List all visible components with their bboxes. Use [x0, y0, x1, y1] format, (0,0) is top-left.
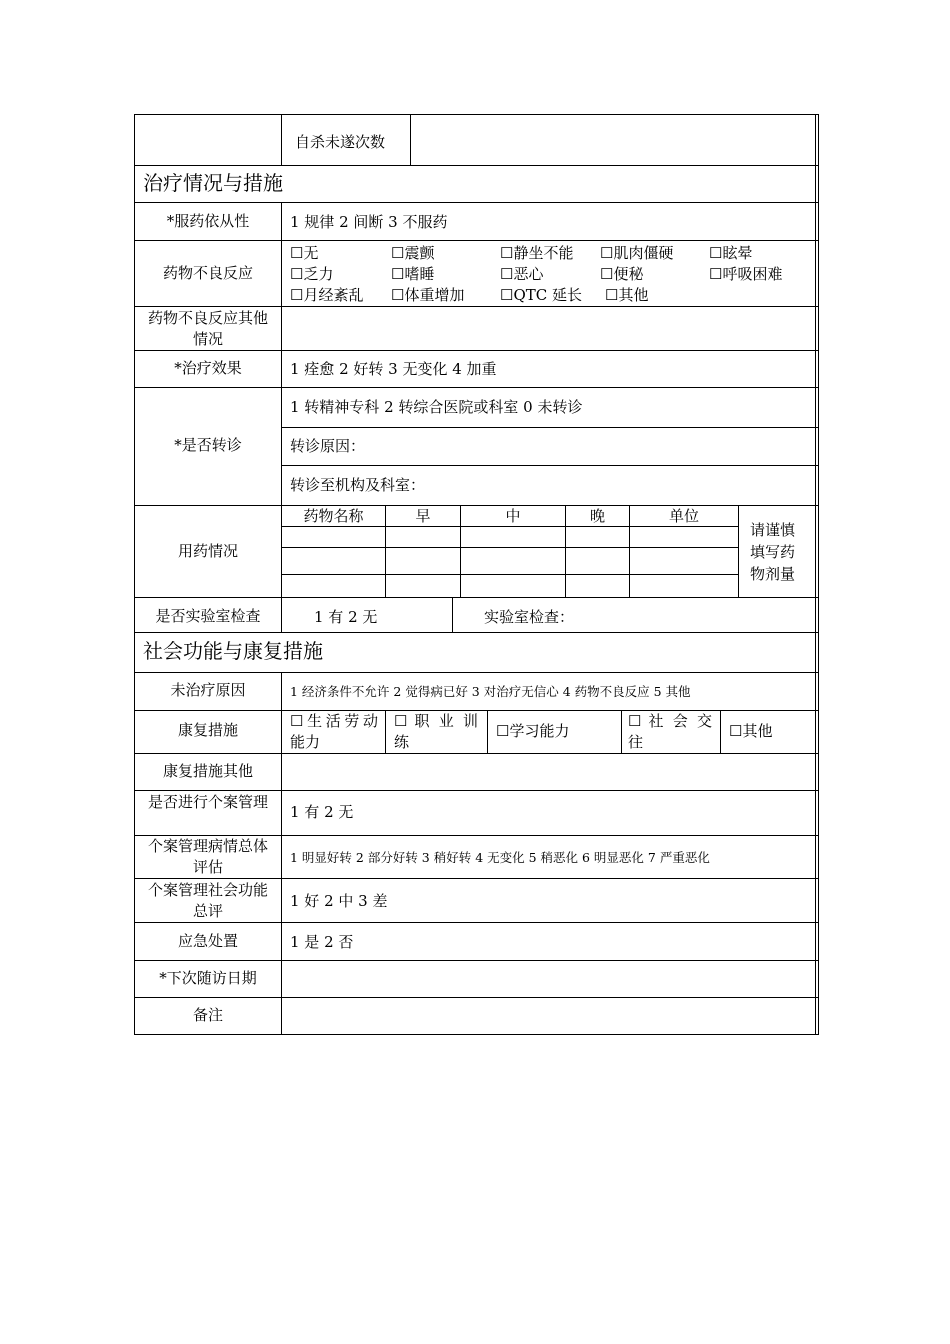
medication-note: 请谨慎填写药物剂量	[750, 521, 796, 583]
referral-options[interactable]: 1 转精神专科 2 转综合医院或科室 0 未转诊	[290, 398, 583, 416]
attempts-label: 自杀未遂次数	[295, 133, 386, 151]
case-social-label: 个案管理社会功能总评	[147, 881, 268, 920]
adr-checkbox-none[interactable]: ☐无	[290, 244, 319, 262]
adr-checkbox-qtc[interactable]: ☐QTC 延长	[500, 286, 582, 304]
rehab-social-line1: ☐ 社 会 交	[628, 712, 712, 730]
case-eval-label: 个案管理病情总体评估	[147, 837, 268, 876]
adr-other-field[interactable]	[282, 307, 815, 350]
untreated-label: 未治疗原因	[170, 681, 246, 699]
case-mgmt-label: 是否进行个案管理	[147, 793, 268, 811]
lab-label: 是否实验室检查	[155, 607, 261, 625]
medication-label: 用药情况	[177, 542, 238, 560]
attempts-field[interactable]	[411, 115, 815, 165]
case-eval-options[interactable]: 1 明显好转 2 部分好转 3 稍好转 4 无变化 5 稍恶化 6 明显恶化 7 严重恶化	[290, 850, 710, 865]
remarks-field[interactable]	[282, 998, 815, 1034]
effect-options[interactable]: 1 痊愈 2 好转 3 无变化 4 加重	[290, 360, 497, 378]
effect-label: *治疗效果	[174, 359, 242, 377]
adr-checkbox-dizziness[interactable]: ☐眩晕	[709, 244, 753, 262]
med-header-unit: 单位	[668, 507, 699, 525]
adr-checkbox-constipation[interactable]: ☐便秘	[600, 265, 644, 283]
med-header-evening: 晚	[589, 507, 605, 525]
referral-reason-label: 转诊原因：	[290, 437, 366, 455]
adr-checkbox-tremor[interactable]: ☐震颤	[391, 244, 435, 262]
case-mgmt-options[interactable]: 1 有 2 无	[290, 803, 354, 821]
adr-other-label: 药物不良反应其他情况	[147, 309, 268, 348]
adr-checkbox-akathisia[interactable]: ☐静坐不能	[500, 244, 574, 262]
social-section-title: 社会功能与康复措施	[143, 639, 323, 663]
rehab-vocational-line1: ☐ 职 业 训	[394, 712, 478, 730]
adherence-options[interactable]: 1 规律 2 间断 3 不服药	[290, 213, 448, 231]
lab-detail-label: 实验室检查：	[484, 608, 575, 626]
rehab-other-label: 康复措施其他	[162, 762, 253, 780]
adr-checkbox-drowsiness[interactable]: ☐嗜睡	[391, 265, 435, 283]
rehab-social-line2: 往	[628, 733, 644, 751]
rehab-checkbox-social[interactable]	[628, 711, 712, 753]
adr-checkbox-weight-gain[interactable]: ☐体重增加	[391, 286, 465, 304]
med-header-name: 药物名称	[303, 507, 364, 525]
remarks-label: 备注	[192, 1006, 223, 1024]
med-header-morning: 早	[415, 507, 431, 525]
rehab-label: 康复措施	[177, 721, 238, 739]
rehab-life-skills-line1: ☐生活劳动	[290, 712, 378, 730]
lab-options[interactable]: 1 有 2 无	[314, 608, 378, 626]
rehab-checkbox-other[interactable]: ☐其他	[729, 722, 773, 740]
case-social-options[interactable]: 1 好 2 中 3 差	[290, 892, 388, 910]
treatment-section-title: 治疗情况与措施	[143, 171, 283, 195]
next-visit-field[interactable]	[282, 961, 815, 997]
adherence-label: *服药依从性	[166, 212, 250, 230]
untreated-options[interactable]: 1 经济条件不允许 2 觉得病已好 3 对治疗无信心 4 药物不良反应 5 其他	[290, 684, 691, 699]
rehab-checkbox-life-skills[interactable]	[290, 711, 378, 753]
rehab-checkbox-vocational[interactable]	[394, 711, 478, 753]
adr-checkbox-rigidity[interactable]: ☐肌肉僵硬	[600, 244, 674, 262]
adr-checkbox-nausea[interactable]: ☐恶心	[500, 265, 544, 283]
adr-label: 药物不良反应	[162, 264, 253, 282]
referral-label: *是否转诊	[174, 436, 242, 454]
adr-checkbox-other[interactable]: ☐其他	[605, 286, 649, 304]
emergency-options[interactable]: 1 是 2 否	[290, 933, 354, 951]
rehab-life-skills-line2: 能力	[290, 733, 321, 751]
rehab-vocational-line2: 练	[394, 733, 410, 751]
rehab-checkbox-learning[interactable]: ☐学习能力	[496, 722, 570, 740]
next-visit-label: *下次随访日期	[159, 969, 257, 987]
emergency-label: 应急处置	[177, 932, 238, 950]
rehab-other-field[interactable]	[282, 754, 815, 790]
referral-destination-label: 转诊至机构及科室：	[290, 476, 426, 494]
adr-checkbox-menstrual[interactable]: ☐月经紊乱	[290, 286, 364, 304]
adr-checkbox-dyspnea[interactable]: ☐呼吸困难	[709, 265, 783, 283]
adr-checkbox-fatigue[interactable]: ☐乏力	[290, 265, 334, 283]
med-header-noon: 中	[505, 507, 521, 525]
